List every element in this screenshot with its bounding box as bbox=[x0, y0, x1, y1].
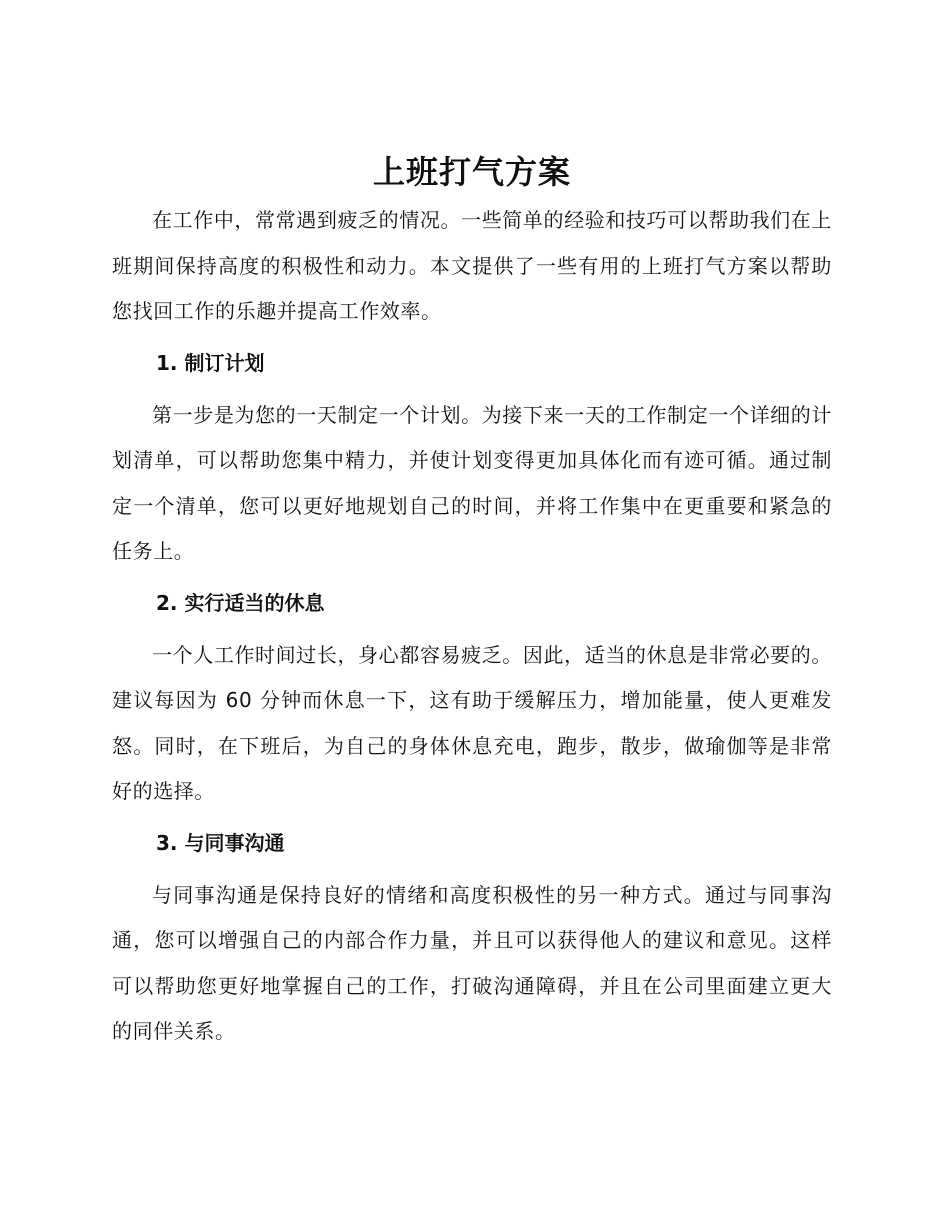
section-body-rest: 一个人工作时间过长，身心都容易疲乏。因此，适当的休息是非常必要的。建议每因为 60 分钟而休息一下，这有助于缓解压力，增加能量，使人更难发怒。同时，在下班后，为自己的身体休息充电，跑步，散步，做瑜伽等是非常好的选择。 bbox=[112, 642, 832, 803]
section-body-communicate: 与同事沟通是保持良好的情绪和高度积极性的另一种方式。通过与同事沟通，您可以增强自己的内部合作力量，并且可以获得他人的建议和意见。这样可以帮助您更好地掌握自己的工作，打破沟通障碍，并且在公司里面建立更大的同伴关系。 bbox=[112, 882, 832, 1043]
intro-paragraph: 在工作中，常常遇到疲乏的情况。一些简单的经验和技巧可以帮助我们在上班期间保持高度的积极性和动力。本文提供了一些有用的上班打气方案以帮助您找回工作的乐趣并提高工作效率。 bbox=[112, 208, 832, 323]
document-title: 上班打气方案 bbox=[372, 153, 571, 191]
section-heading-rest: 2. 实行适当的休息 bbox=[156, 590, 325, 615]
document-content bbox=[112, 146, 832, 1055]
section-heading-communicate: 3. 与同事沟通 bbox=[156, 830, 285, 855]
section-heading-plan: 1. 制订计划 bbox=[156, 350, 265, 375]
section-body-plan: 第一步是为您的一天制定一个计划。为接下来一天的工作制定一个详细的计划清单，可以帮助您集中精力，并使计划变得更加具体化而有迹可循。通过制定一个清单，您可以更好地规划自己的时间，并将工作集中在更重要和紧急的任务上。 bbox=[112, 402, 832, 563]
